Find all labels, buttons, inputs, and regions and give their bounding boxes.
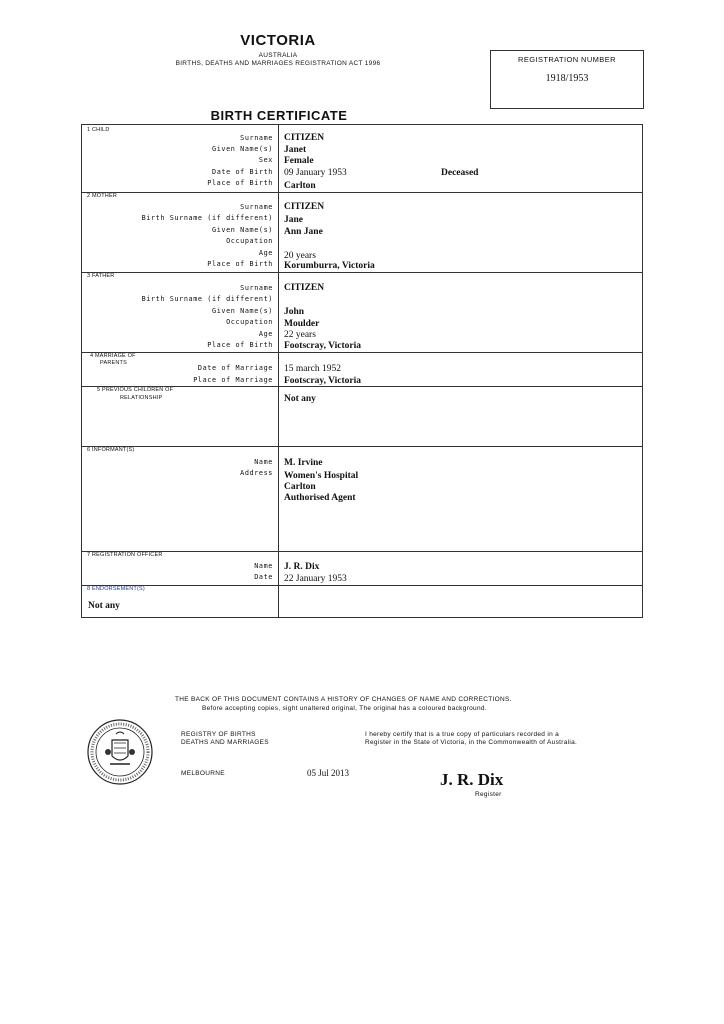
- footer-notice-line1: THE BACK OF THIS DOCUMENT CONTAINS A HISTORY OF CHANGES OF NAME AND CORRECTIONS.: [175, 696, 512, 703]
- father-surname-value: CITIZEN: [284, 283, 325, 293]
- certificate-form: [81, 124, 643, 618]
- father-occupation-label: Occupation: [226, 318, 273, 326]
- section-informant-heading: 6 INFORMANT(S): [87, 447, 135, 453]
- informant-address-line3: Authorised Agent: [284, 493, 356, 503]
- section-endorsement-heading: 8 ENDORSEMENT(S): [87, 586, 145, 592]
- mother-birth-surname-label: Birth Surname (if different): [141, 214, 273, 222]
- certificate-title: BIRTH CERTIFICATE: [210, 108, 348, 123]
- registration-number-label: REGISTRATION NUMBER: [518, 55, 616, 64]
- section-divider: [82, 352, 642, 353]
- footer-certify-line2: Register in the State of Victoria, in the Commonwealth of Australia.: [365, 739, 578, 746]
- document-act: BIRTHS, DEATHS AND MARRIAGES REGISTRATION ACT 1996: [175, 60, 381, 67]
- registration-number-value: 1918/1953: [545, 73, 589, 84]
- section-father-heading: 3 FATHER: [87, 273, 115, 279]
- officer-name-value: J. R. Dix: [284, 562, 320, 572]
- child-surname-label: Surname: [240, 134, 273, 142]
- informant-address-label: Address: [240, 469, 273, 477]
- registration-number-box: [490, 50, 644, 109]
- endorsement-value: Not any: [88, 601, 120, 611]
- informant-name-value: M. Irvine: [284, 458, 323, 468]
- mother-pob-value: Korumburra, Victoria: [284, 261, 375, 271]
- section-mother-heading: 2 MOTHER: [87, 193, 118, 199]
- child-sex-label: Sex: [258, 156, 273, 164]
- footer-registry-line1: REGISTRY OF BIRTHS: [181, 731, 256, 738]
- father-given-label: Given Name(s): [212, 307, 273, 315]
- footer-issue-date: 05 Jul 2013: [307, 768, 350, 778]
- informant-address-line1: Women's Hospital: [284, 471, 359, 481]
- marriage-date-value: 15 march 1952: [284, 364, 341, 374]
- marriage-place-value: Footscray, Victoria: [284, 376, 362, 386]
- registrar-title: Register: [475, 791, 502, 798]
- mother-occupation-label: Occupation: [226, 237, 273, 245]
- father-occupation-value: Moulder: [284, 319, 320, 329]
- informant-address-line2: Carlton: [284, 482, 316, 492]
- mother-surname-value: CITIZEN: [284, 202, 325, 212]
- section-marriage-heading: 4 MARRIAGE OF: [90, 353, 136, 359]
- child-dob-value: 09 January 1953: [284, 168, 347, 178]
- father-age-label: Age: [258, 330, 273, 338]
- mother-given-label: Given Name(s): [212, 226, 273, 234]
- section-divider: [82, 192, 642, 193]
- section-divider: [82, 551, 642, 552]
- section-previous-children-heading: 5 PREVIOUS CHILDREN OF: [97, 387, 174, 393]
- child-dob-label: Date of Birth: [212, 168, 273, 176]
- mother-age-label: Age: [258, 249, 273, 257]
- previous-children-value: Not any: [284, 394, 316, 404]
- section-child-heading: 1 CHILD: [87, 127, 110, 133]
- officer-name-label: Name: [254, 562, 273, 570]
- informant-name-label: Name: [254, 458, 273, 466]
- footer-certify-line1: I hereby certify that is a true copy of particulars recorded in a: [365, 731, 559, 738]
- officer-date-label: Date: [254, 573, 273, 581]
- footer-notice-line2: Before accepting copies, sight unaltered original, The original has a coloured background.: [202, 705, 487, 712]
- child-pob-label: Place of Birth: [207, 179, 273, 187]
- father-surname-label: Surname: [240, 284, 273, 292]
- section-divider: [82, 585, 642, 586]
- father-birth-surname-label: Birth Surname (if different): [141, 295, 273, 303]
- mother-age-value: 20 years: [284, 251, 316, 261]
- registrar-signature: J. R. Dix: [440, 770, 504, 789]
- section-divider: [82, 272, 642, 273]
- mother-given-value: Ann Jane: [284, 227, 323, 237]
- section-marriage-heading-line2: PARENTS: [100, 360, 127, 366]
- child-surname-value: CITIZEN: [284, 133, 325, 143]
- document-country: AUSTRALIA: [258, 52, 298, 59]
- father-pob-label: Place of Birth: [207, 341, 273, 349]
- mother-surname-label: Surname: [240, 203, 273, 211]
- child-given-label: Given Name(s): [212, 145, 273, 153]
- document-state-title: VICTORIA: [240, 32, 316, 49]
- child-given-value: Janet: [284, 145, 307, 155]
- officer-date-value: 22 January 1953: [284, 574, 347, 584]
- mother-pob-label: Place of Birth: [207, 260, 273, 268]
- footer-registry-line2: DEATHS AND MARRIAGES: [181, 739, 269, 746]
- father-age-value: 22 years: [284, 330, 316, 340]
- child-sex-value: Female: [284, 156, 314, 166]
- column-divider: [278, 125, 279, 617]
- registry-seal-icon: [86, 718, 154, 786]
- marriage-place-label: Place of Marriage: [193, 376, 273, 384]
- child-status-value: Deceased: [441, 168, 479, 178]
- section-divider: [82, 446, 642, 447]
- marriage-date-label: Date of Marriage: [197, 364, 273, 372]
- section-previous-children-heading-line2: RELATIONSHIP: [120, 395, 163, 401]
- mother-birth-surname-value: Jane: [284, 215, 303, 225]
- footer-city: MELBOURNE: [181, 770, 225, 777]
- child-pob-value: Carlton: [284, 181, 316, 191]
- father-pob-value: Footscray, Victoria: [284, 341, 362, 351]
- section-officer-heading: 7 REGISTRATION OFFICER: [87, 552, 163, 558]
- father-given-value: John: [284, 307, 305, 317]
